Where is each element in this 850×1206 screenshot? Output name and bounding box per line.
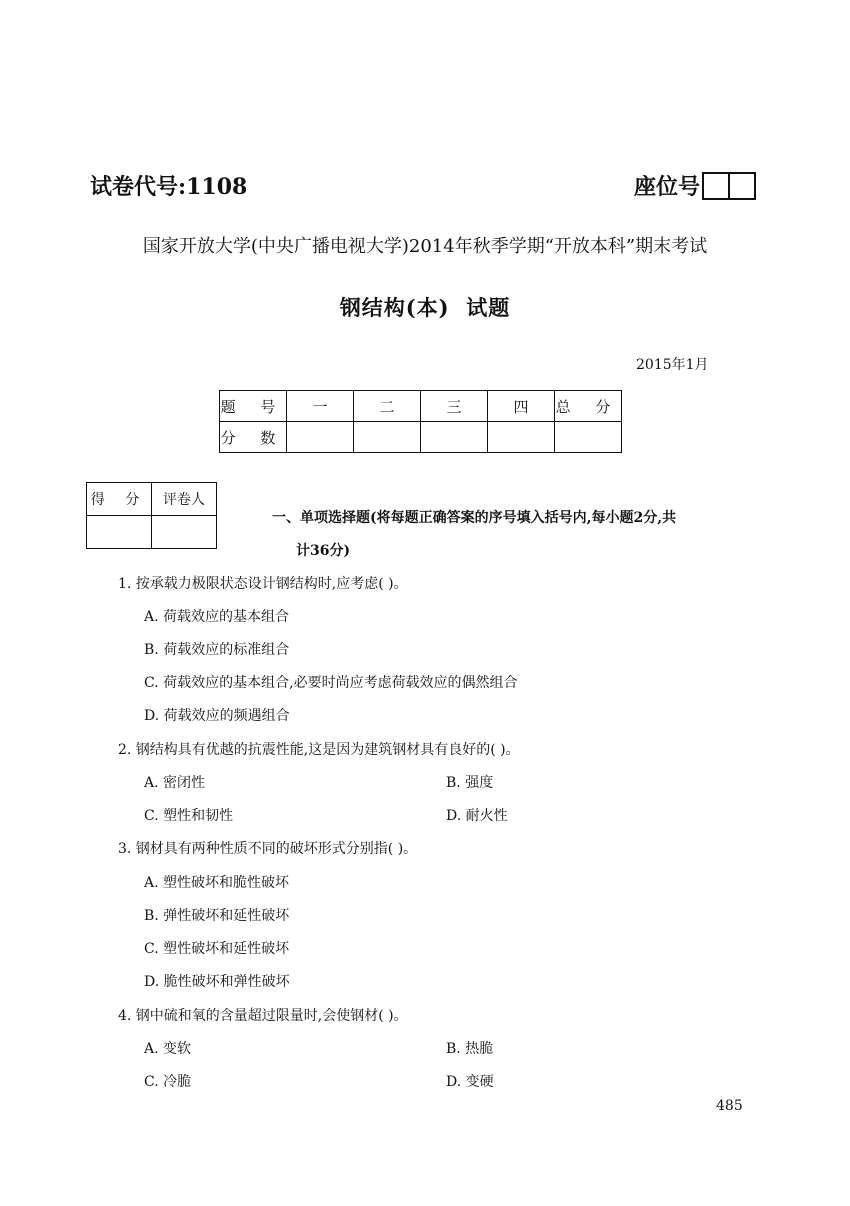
score-entry-cell: [555, 422, 622, 453]
question-2-option-c: C. 塑性和韧性: [144, 808, 234, 824]
question-4-option-b: B. 热脆: [446, 1041, 494, 1057]
score-table-cell: 三: [421, 391, 488, 422]
question-2-stem: 2. 钢结构具有优越的抗震性能,这是因为建筑钢材具有良好的( )。: [118, 742, 520, 758]
question-4-stem: 4. 钢中硫和氧的含量超过限量时,会使钢材( )。: [118, 1008, 408, 1024]
exam-date: 2015年1月: [636, 357, 709, 373]
seat-number-boxes: [702, 172, 756, 200]
score-table-cell: 二: [354, 391, 421, 422]
score-entry-cell: [421, 422, 488, 453]
question-2-option-a: A. 密闭性: [144, 775, 206, 791]
score-entry-cell: [354, 422, 421, 453]
question-3-option-a: A. 塑性破坏和脆性破坏: [144, 875, 290, 891]
seat-number: [634, 170, 756, 201]
question-2-option-b: B. 强度: [446, 775, 494, 791]
section-heading-continued: 计36分): [296, 543, 351, 559]
page-number: 485: [716, 1098, 743, 1114]
grader-table: [86, 482, 217, 549]
score-table-score-row: [220, 422, 622, 453]
section-heading: 一、单项选择题(将每题正确答案的序号填入括号内,每小题2分,共: [272, 510, 677, 526]
score-table-cell: 分 数: [220, 422, 287, 453]
score-entry-cell: [287, 422, 354, 453]
question-4-option-d: D. 变硬: [446, 1074, 494, 1090]
grader-score-label: 得 分: [87, 483, 152, 516]
grader-entry-cell: [87, 516, 152, 549]
score-table-header-row: [220, 391, 622, 422]
question-4-option-c: C. 冷脆: [144, 1074, 192, 1090]
question-3-option-d: D. 脆性破坏和弹性破坏: [144, 974, 290, 990]
question-1-option-a: A. 荷载效应的基本组合: [144, 609, 290, 625]
score-table-cell: 四: [488, 391, 555, 422]
exam-title: 国家开放大学(中央广播电视大学)2014年秋季学期“开放本科”期末考试: [142, 236, 708, 257]
score-entry-cell: [488, 422, 555, 453]
question-3-stem: 3. 钢材具有两种性质不同的破坏形式分别指( )。: [118, 841, 418, 857]
subject-title: 钢结构(本) 试题: [339, 295, 511, 320]
seat-label: 座位号: [634, 174, 701, 200]
question-2-option-d: D. 耐火性: [446, 808, 508, 824]
question-3-option-b: B. 弹性破坏和延性破坏: [144, 908, 290, 924]
grader-entry-cell: [152, 516, 217, 549]
paper-code: 试卷代号:1108: [90, 174, 248, 200]
question-3-option-c: C. 塑性破坏和延性破坏: [144, 941, 290, 957]
question-1-stem: 1. 按承载力极限状态设计钢结构时,应考虑( )。: [118, 576, 408, 592]
question-4-option-a: A. 变软: [144, 1041, 192, 1057]
score-table: [219, 390, 622, 453]
question-1-option-b: B. 荷载效应的标准组合: [144, 642, 290, 658]
score-table-cell: 题 号: [220, 391, 287, 422]
grader-label: 评卷人: [152, 483, 217, 516]
score-table-cell: 总 分: [555, 391, 622, 422]
question-1-option-d: D. 荷载效应的频遇组合: [144, 708, 290, 724]
score-table-cell: 一: [287, 391, 354, 422]
question-1-option-c: C. 荷载效应的基本组合,必要时尚应考虑荷载效应的偶然组合: [144, 675, 518, 691]
